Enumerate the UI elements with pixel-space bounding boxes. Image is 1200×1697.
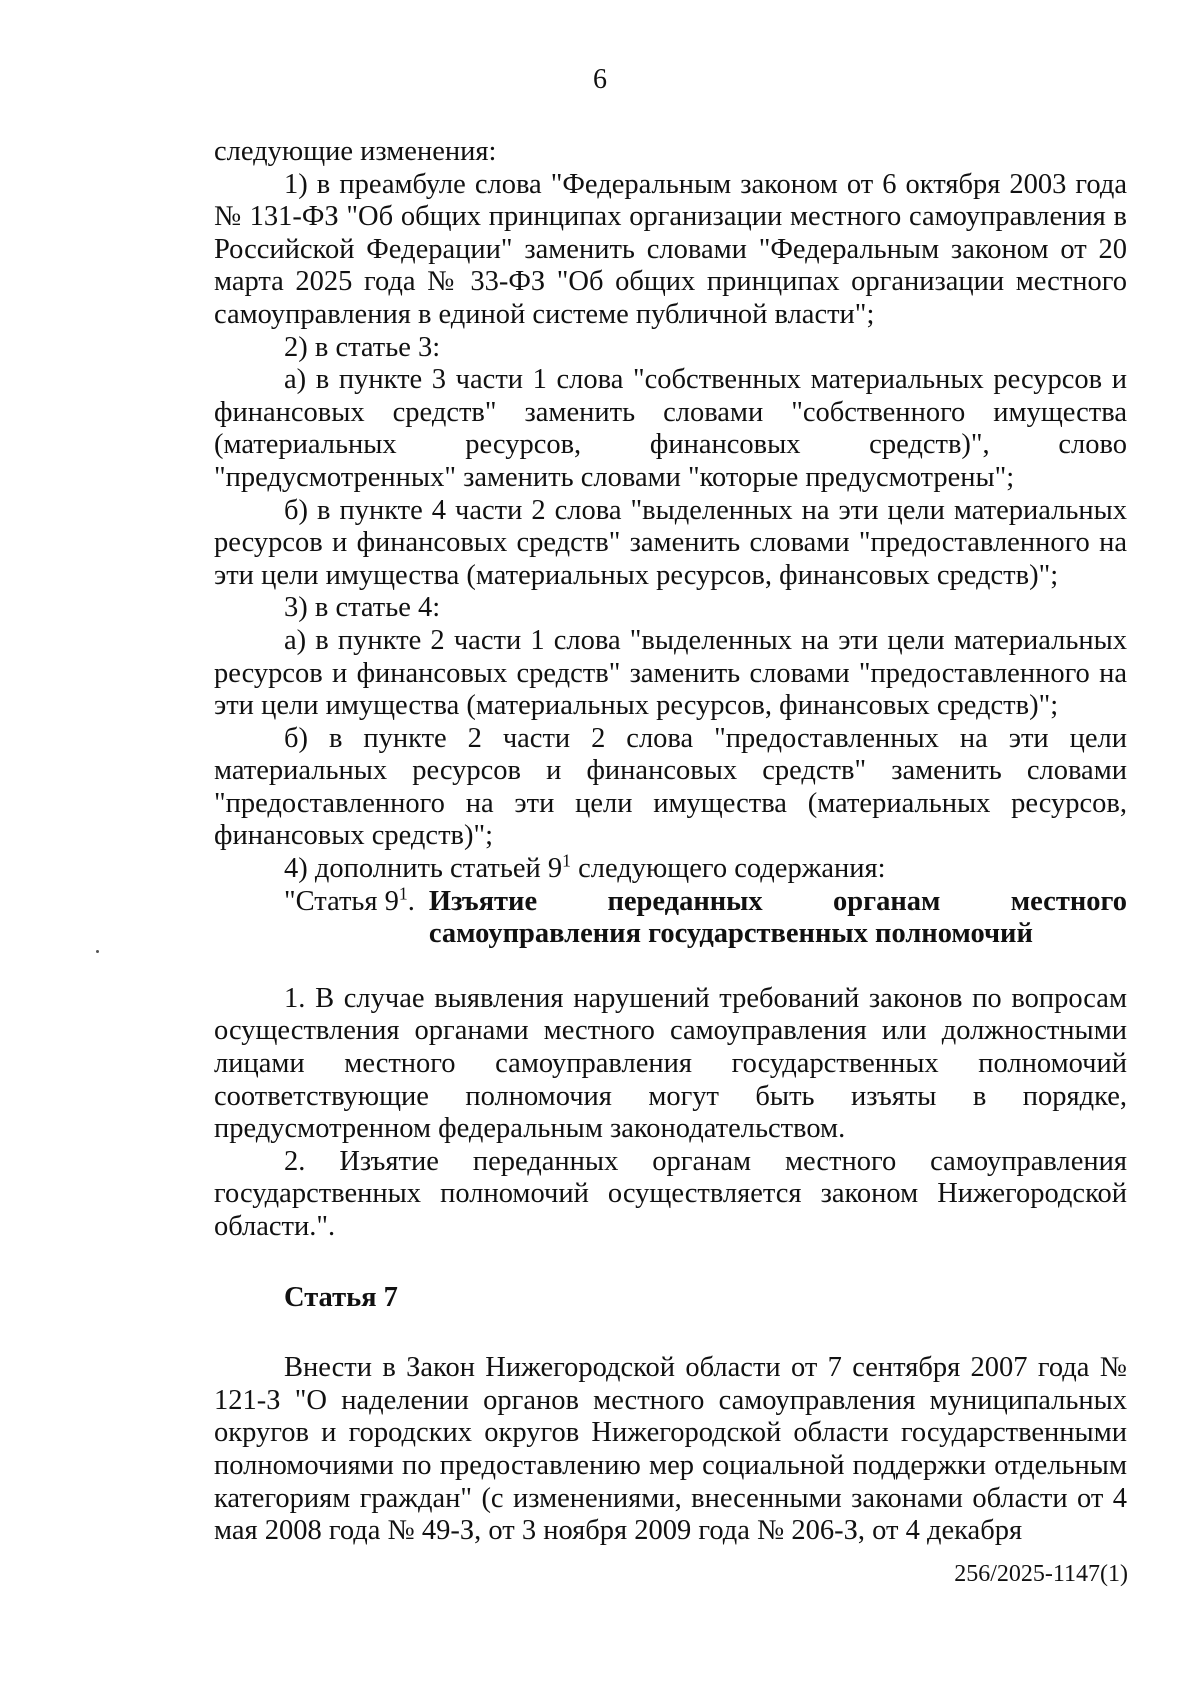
paragraph-intro: следующие изменения: [214,136,497,167]
paragraph-item-2a: а) в пункте 3 части 1 слова "собственных материальных ресурсов и финансовых средств" заменить словами "собственного имущества (материальных ресурсов, финансовых средств)", слово "предусмотренных" заменить словами "которые предусмотрены"; [214,364,1127,493]
article-label-prefix: "Статья 9 [284,885,399,917]
document-body [214,136,1127,1548]
spacer [214,1244,1127,1282]
article-label-suffix: . [407,885,415,917]
paragraph-item-1: 1) в преамбуле слова "Федеральным законом от 6 октября 2003 года № 131-ФЗ "Об общих принципах организации местного самоуправления в Российской Федерации" заменить словами "Федеральным законом от 20 марта 2025 года № 33-ФЗ "Об общих принципах организации местного самоуправления в единой системе публичной власти"; [214,168,1127,330]
scan-speck [96,950,99,953]
paragraph-item-3b: б) в пункте 2 части 2 слова "предоставленных на эти цели материальных ресурсов и финансовых средств" заменить словами "предоставленного на эти цели имущества (материальных ресурсов, финансовых средств)"; [214,722,1127,852]
paragraph-item-2: 2) в статье 3: [284,331,441,363]
superscript: 1 [562,850,571,871]
article-7-heading: Статья 7 [284,1281,398,1313]
article-label-superscript: 1 [398,883,408,904]
article-7-text: Внести в Закон Нижегородской области от 7 сентября 2007 года № 121-З "О наделении органов местного самоуправления муниципальных округов и городских округов Нижегородской области государственными полномочиями по предоставлению мер социальной поддержки отдельным категориям граждан" (с изменениями, внесенными законами области от 4 мая 2008 года № 49-З, от 3 ноября 2009 года № 206-З, от 4 декабря [214,1352,1127,1547]
article-title-line-1: Изъятие переданных органам местного [428,885,1127,917]
spacer [214,1314,1127,1352]
document-code: 256/2025-1147(1) [954,1561,1128,1587]
article-title [429,886,1127,951]
paragraph-item-3a: а) в пункте 2 части 1 слова "выделенных на эти цели материальных ресурсов и финансовых средств" заменить словами "предоставленного на эти цели имущества (материальных ресурсов, финансовых средств)"; [214,624,1127,722]
paragraph-item-4-prefix: 4) дополнить статьей 9 [284,853,563,885]
paragraph-item-4-suffix: следующего содержания: [570,853,886,885]
spacer [214,951,1127,983]
paragraph-item-3: 3) в статье 4: [284,592,441,624]
paragraph-item-2b: б) в пункте 4 части 2 слова "выделенных на эти цели материальных ресурсов и финансовых средств" заменить словами "предоставленного на эти цели имущества (материальных ресурсов, финансовых средств)"; [214,494,1127,591]
article-title-line-2: самоуправления государственных полномочий [428,918,1033,950]
article-paragraph-1: 1. В случае выявления нарушений требований законов по вопросам осуществления органами местного самоуправления или должностными лицами местного самоуправления государственных полномочий соответствующие полномочия могут быть изъяты в порядке, предусмотренном федеральным законодательством. [214,982,1127,1145]
article-9-1-heading [284,883,1127,951]
article-label [284,883,429,919]
article-paragraph-2: 2. Изъятие переданных органам местного самоуправления государственных полномочий осуществляется законом Нижегородской области.". [214,1145,1127,1242]
page-number: 6 [593,64,607,95]
paragraph-item-4 [214,850,1127,886]
